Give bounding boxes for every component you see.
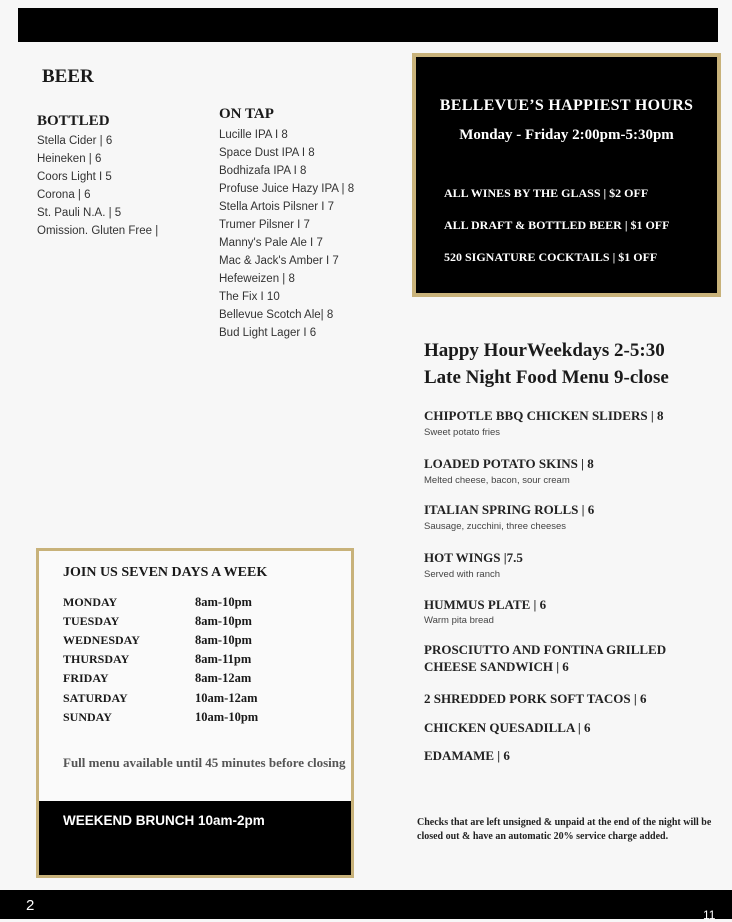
list-item: Corona | 6 xyxy=(37,189,91,201)
on-tap-heading: ON TAP xyxy=(219,106,274,122)
hours-time: 8am-12am xyxy=(195,671,252,685)
happy-hours-title: BELLEVUE’S HAPPIEST HOURS xyxy=(439,97,694,114)
hours-time: 8am-10pm xyxy=(195,614,252,628)
list-item: Hefeweizen | 8 xyxy=(219,273,295,285)
hours-time: 10am-10pm xyxy=(195,710,259,724)
full-menu-note: Full menu available until 45 minutes before closing xyxy=(63,755,346,770)
food-item-name: ITALIAN SPRING ROLLS | 6 xyxy=(424,502,595,517)
food-item-desc: Sweet potato fries xyxy=(424,427,501,438)
food-item-desc: Warm pita bread xyxy=(424,615,494,626)
page-number-left: 2 xyxy=(26,897,35,914)
food-item-name: PROSCIUTTO AND FONTINA GRILLED xyxy=(424,642,667,657)
food-item-name: HUMMUS PLATE | 6 xyxy=(424,597,547,612)
list-item: Stella Artois Pilsner I 7 xyxy=(219,201,335,213)
list-item: Trumer Pilsner I 7 xyxy=(219,219,310,231)
happy-hours-box xyxy=(412,53,721,297)
food-item-desc: Sausage, zucchini, three cheeses xyxy=(424,521,567,532)
weekend-brunch-text: WEEKEND BRUNCH 10am-2pm xyxy=(63,813,265,828)
bottled-list xyxy=(37,132,158,240)
food-item-name: CHIPOTLE BBQ CHICKEN SLIDERS | 8 xyxy=(424,408,664,423)
list-item: Space Dust IPA I 8 xyxy=(219,147,315,159)
list-item: Bud Light Lager I 6 xyxy=(219,327,317,339)
hours-time: 8am-10pm xyxy=(195,633,252,647)
list-item: Lucille IPA I 8 xyxy=(219,129,288,141)
weekend-brunch-banner xyxy=(39,801,351,875)
hours-day: WEDNESDAY xyxy=(63,633,140,647)
list-item: Coors Light I 5 xyxy=(37,171,112,183)
hours-day: THURSDAY xyxy=(63,652,130,666)
hours-box xyxy=(36,548,354,878)
list-item: Bodhizafa IPA I 8 xyxy=(219,165,307,177)
hours-day: SATURDAY xyxy=(63,691,128,705)
hours-day: MONDAY xyxy=(63,595,118,609)
beer-heading: BEER xyxy=(42,66,94,87)
hours-day: TUESDAY xyxy=(63,614,120,628)
list-item: The Fix I 10 xyxy=(219,291,280,303)
list-item: Profuse Juice Hazy IPA | 8 xyxy=(219,183,355,195)
food-item-name: LOADED POTATO SKINS | 8 xyxy=(424,456,594,471)
happy-hours-deal: 520 SIGNATURE COCKTAILS | $1 OFF xyxy=(444,250,658,264)
happy-hours-deal: ALL DRAFT & BOTTLED BEER | $1 OFF xyxy=(444,218,670,232)
food-item-desc: Served with ranch xyxy=(424,569,501,580)
happy-hours-deal: ALL WINES BY THE GLASS | $2 OFF xyxy=(444,186,649,200)
page-number-right: 11 xyxy=(703,908,716,922)
list-item: Bellevue Scotch Ale| 8 xyxy=(219,309,334,321)
hours-day: FRIDAY xyxy=(63,671,109,685)
hours-day: SUNDAY xyxy=(63,710,112,724)
happy-hours-days: Monday - Friday 2:00pm-5:30pm xyxy=(459,127,674,143)
bottom-black-bar xyxy=(0,890,732,919)
food-item-name: EDAMAME | 6 xyxy=(424,748,510,763)
list-item: Heineken | 6 xyxy=(37,153,102,165)
bottled-heading: BOTTLED xyxy=(37,113,110,129)
checks-disclaimer: Checks that are left unsigned & unpaid at the end of the night will be closed out & have an automatic 20% service charge added. xyxy=(417,817,712,842)
list-item: St. Pauli N.A. | 5 xyxy=(37,207,122,219)
top-black-bar xyxy=(18,8,718,42)
hours-time: 8am-10pm xyxy=(195,595,252,609)
hours-time: 8am-11pm xyxy=(195,652,252,666)
hours-time: 10am-12am xyxy=(195,691,258,705)
food-item-name: HOT WINGS |7.5 xyxy=(424,550,523,565)
food-menu-subtitle: Late Night Food Menu 9-close xyxy=(424,367,669,388)
food-item-desc: Melted cheese, bacon, sour cream xyxy=(424,475,570,486)
food-menu-title: Happy HourWeekdays 2-5:30 xyxy=(424,340,665,361)
list-item: Mac & Jack's Amber I 7 xyxy=(219,255,339,267)
on-tap-list xyxy=(219,126,354,342)
food-item-name: CHEESE SANDWICH | 6 xyxy=(424,659,569,674)
list-item: Stella Cider | 6 xyxy=(37,135,113,147)
food-item-name: 2 SHREDDED PORK SOFT TACOS | 6 xyxy=(424,691,647,706)
hours-title: JOIN US SEVEN DAYS A WEEK xyxy=(63,565,268,580)
list-item: Omission. Gluten Free | xyxy=(37,225,159,237)
food-item-name: CHICKEN QUESADILLA | 6 xyxy=(424,720,591,735)
list-item: Manny's Pale Ale I 7 xyxy=(219,237,323,249)
